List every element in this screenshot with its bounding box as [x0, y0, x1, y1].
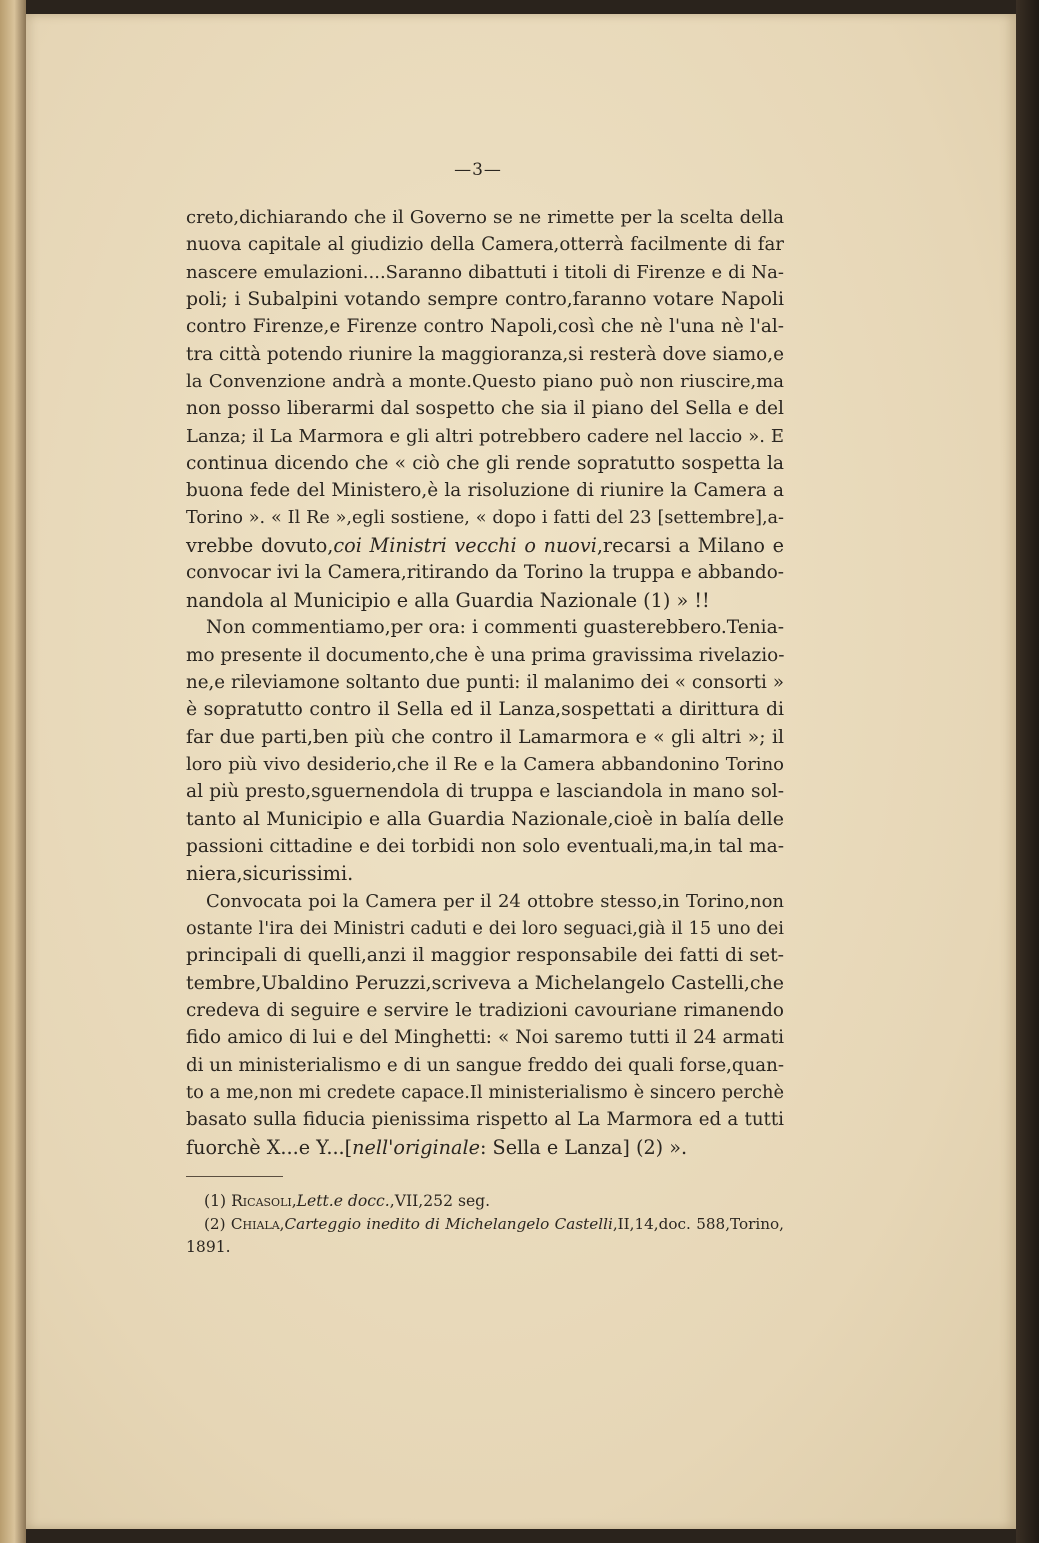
- text-line: continua dicendo che « ciò che gli rende sopratutto sospetta la: [186, 453, 784, 475]
- footnote-rest: ,II,14,doc. 588,Torino,: [612, 1215, 784, 1233]
- text-line: non posso liberarmi dal sospetto che sia il piano del Sella e del: [186, 398, 784, 420]
- footnote-mark: (1): [204, 1192, 227, 1210]
- text-line: niera,sicurissimi.: [186, 862, 354, 886]
- footnote-author: Ricasoli,: [231, 1192, 297, 1210]
- footnote-2: [186, 1213, 784, 1236]
- text-line: tra città potendo riunire la maggioranza,si resterà dove siamo,e: [186, 343, 784, 365]
- footnote-rule: [186, 1176, 283, 1177]
- text-line-with-italic: [186, 1134, 784, 1161]
- text-line: principali di quelli,anzi il maggior responsabile dei fatti di set-: [186, 945, 784, 967]
- text-segment: vrebbe dovuto,: [186, 534, 334, 558]
- text-segment: fuorchè X...e Y...[: [186, 1135, 353, 1159]
- footnote-title: Carteggio inedito di Michelangelo Castelli: [284, 1215, 613, 1233]
- text-line: Torino ». « Il Re »,egli sostiene, « dopo i fatti del 23 [settembre],a-: [186, 507, 784, 528]
- text-segment: ,recarsi a Milano e: [596, 534, 785, 558]
- italic-quote: coi Ministri vecchi o nuovi: [333, 534, 597, 558]
- text-line: contro Firenze,e Firenze contro Napoli,così che nè l'una nè l'al-: [186, 316, 784, 338]
- footnote-1: [186, 1190, 784, 1213]
- text-line: Non commentiamo,per ora: i commenti guasterebbero.Tenia-: [206, 617, 784, 639]
- text-line: Lanza; il La Marmora e gli altri potrebbero cadere nel laccio ». E: [186, 425, 784, 447]
- footnotes: [186, 1190, 784, 1259]
- footnote-title: Lett.e docc.: [296, 1192, 390, 1210]
- text-line: è sopratutto contro il Sella ed il Lanza,sospettati a dirittura di: [186, 699, 784, 721]
- text-line: to a me,non mi credete capace.Il ministerialismo è sincero perchè: [186, 1082, 784, 1103]
- text-line: poli; i Subalpini votando sempre contro,faranno votare Napoli: [186, 289, 784, 311]
- footnote-author: Chiala,: [230, 1215, 285, 1233]
- text-line: di un ministerialismo e di un sangue freddo dei quali forse,quan-: [186, 1054, 784, 1076]
- text-line: tanto al Municipio e alla Guardia Nazionale,cioè in balía delle: [186, 807, 784, 830]
- text-line: convocar ivi la Camera,ritirando da Torino la truppa e abbando-: [186, 562, 784, 584]
- text-line: basato sulla fiducia pienissima rispetto al La Marmora ed a tutti: [186, 1109, 784, 1131]
- text-line: loro più vivo desiderio,che il Re e la Camera abbandonino Torino: [186, 753, 784, 775]
- text-line: buona fede del Ministero,è la risoluzione di riunire la Camera a: [186, 480, 784, 502]
- text-line: al più presto,sguernendola di truppa e lasciandola in mano sol-: [186, 781, 784, 803]
- footnote-2-continuation: 1891.: [186, 1238, 231, 1256]
- text-line: tembre,Ubaldino Peruzzi,scriveva a Michelangelo Castelli,che: [186, 971, 784, 994]
- body-text: [186, 204, 784, 1161]
- text-line: nuova capitale al giudizio della Camera,otterrà facilmente di far: [186, 234, 784, 256]
- text-line: Convocata poi la Camera per il 24 ottobre stesso,in Torino,non: [206, 890, 784, 912]
- italic-note: nell'originale: [352, 1135, 480, 1159]
- page-number: —3—: [454, 160, 502, 180]
- text-line: far due parti,ben più che contro il Lamarmora e « gli altri »; il: [186, 726, 784, 748]
- text-line: nandola al Municipio e alla Guardia Nazionale (1) » !!: [186, 588, 710, 612]
- previous-page-edge: [0, 0, 26, 1543]
- text-line: mo presente il documento,che è una prima gravissima rivelazio-: [186, 644, 785, 666]
- text-line: ne,e rileviamone soltanto due punti: il malanimo dei « consorti »: [186, 671, 784, 693]
- text-line: ostante l'ira dei Ministri caduti e dei loro seguaci,già il 15 uno dei: [186, 917, 784, 939]
- footnote-mark: (2): [204, 1215, 226, 1233]
- text-line: fido amico di lui e del Minghetti: « Noi saremo tutti il 24 armati: [186, 1027, 784, 1049]
- text-line: nascere emulazioni....Saranno dibattuti i titoli di Firenze e di Na-: [186, 261, 784, 283]
- text-line: la Convenzione andrà a monte.Questo piano può non riuscire,ma: [186, 371, 784, 393]
- text-segment: : Sella e Lanza] (2) ».: [479, 1135, 688, 1159]
- text-line: creto,dichiarando che il Governo se ne rimette per la scelta della: [186, 207, 784, 228]
- text-line-with-italic: [186, 532, 784, 559]
- text-line: credeva di seguire e servire le tradizioni cavouriane rimanendo: [186, 999, 784, 1021]
- page-edge-shadow: [1016, 0, 1039, 1543]
- footnote-rest: ,VII,252 seg.: [389, 1192, 491, 1210]
- text-line: passioni cittadine e dei torbidi non solo eventuali,ma,in tal ma-: [186, 835, 784, 857]
